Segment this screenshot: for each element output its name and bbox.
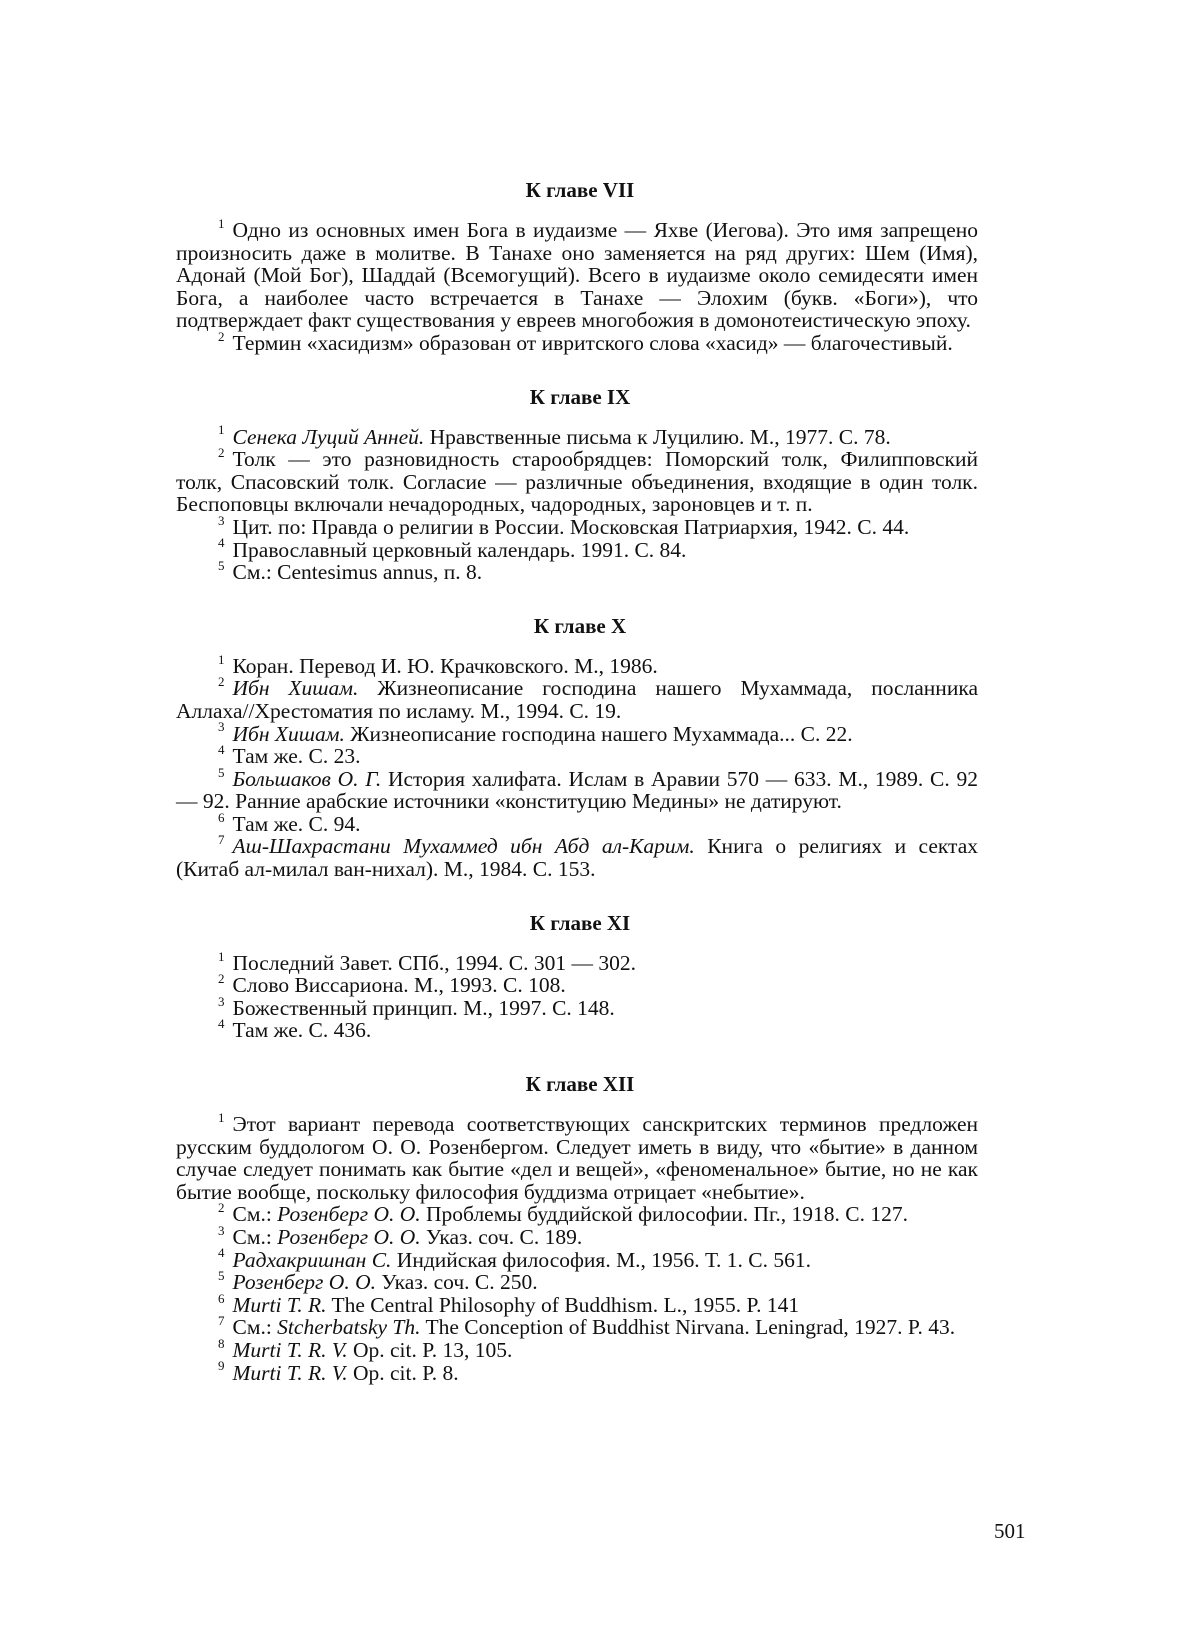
footnote-text: Жизнеописание господина нашего Мухаммада... С. 22. [344,721,853,746]
footnote-author: Murti T. R. V. [232,1360,348,1385]
footnote-author: Аш-Шахрастани Мухаммед ибн Абд ал-Карим. [232,834,695,859]
footnote [176,328,978,355]
footnote [176,422,978,449]
footnote-author: Murti T. R. [232,1292,327,1317]
footnote [176,1245,978,1272]
footnote [176,1335,978,1362]
footnote [176,1268,978,1295]
footnote-text: См.: Centesimus annus, п. 8. [232,560,483,585]
footnote-number: 1 [218,422,225,438]
footnote-number: 1 [218,1109,225,1125]
footnote [176,1222,978,1249]
footnote-number: 8 [218,1335,225,1351]
footnote-author: Ибн Хишам. [232,676,359,701]
footnote-author: Murti T. R. V. [232,1337,348,1362]
footnote-text: Последний Завет. СПб., 1994. С. 301 — 302. [232,950,636,975]
footnote-text: Индийская философия. М., 1956. Т. 1. С. 561. [391,1247,812,1272]
footnote-number: 2 [218,445,225,460]
footnote-number: 5 [218,764,225,780]
footnote-text: Там же. С. 94. [232,811,361,836]
footnote-number: 1 [218,948,225,964]
footnote [176,1313,978,1340]
footnote [176,809,978,836]
footnote-text: Там же. С. 436. [232,1018,372,1043]
footnote [176,1109,978,1204]
footnote-text: Op. cit. P. 8. [347,1360,459,1385]
footnote-author: Ибн Хишам. [232,721,345,746]
footnote-number: 2 [218,674,225,690]
footnote-number: 1 [218,651,225,667]
footnote [176,674,978,723]
footnote [176,1290,978,1317]
footnote-number: 5 [218,557,225,573]
section-heading: К главе X [533,613,627,638]
footnote [176,832,979,882]
footnote-number: 3 [218,512,225,528]
footnote-number: 6 [218,1290,225,1306]
footnote-number: 4 [218,741,225,757]
footnote-text: См.: Розенберг О. О. Проблемы буддийской философии. Пг., 1918. С. 127. [232,1202,909,1227]
footnote-number: 2 [218,328,225,344]
footnote [176,1358,978,1385]
footnote-text: Там же. С. 23. [232,744,361,769]
chapter-notes-section [176,1072,978,1384]
footnote-text: Термин «хасидизм» образован от ивритского слова «хасид» — благочестивый. [232,330,953,355]
chapter-notes-section [176,178,978,355]
footnote-text: Жизнеописание господина нашего Мухаммада, посланника Аллаха//Хрестоматия по исламу. М., 1994. С. 19. [176,676,978,723]
footnote [176,651,978,678]
page-number: 501 [994,1519,1026,1543]
footnote-author: Сенека Луций Анней. [232,424,425,449]
footnote-text: The Central Philosophy of Buddhism. L., 1955. P. 141 [326,1292,800,1317]
footnote-number: 7 [218,1313,225,1329]
footnote-author: Радхакришнан С. [232,1247,392,1272]
footnote-number: 2 [218,971,225,987]
footnote [176,215,978,333]
footnote-text: Указ. соч. С. 250. [375,1270,538,1295]
footnote [176,971,978,998]
footnote-text: Православный церковный календарь. 1991. С. 84. [232,537,687,562]
footnote-text: Одно из основных имен Бога в иудаизме — Яхве (Иегова). Это имя запрещено произносить даже в молитве. В Танахе оно заменяется на ряд других: Шем (Имя), Адонай (Мой Бог), Шаддай (Всемогущий). Всего в иудаизме около семидесяти имен Бога, а наиболее часто встречается в Танахе — Элохим (букв. «Боги»), что подтверждает факт существования у евреев многобожия в домонотеистическую эпоху. [176,218,978,333]
footnote [176,948,978,975]
footnote-number: 4 [218,1245,225,1261]
footnote [176,557,978,585]
footnote-number: 3 [218,993,225,1009]
footnote-number: 7 [218,832,225,848]
footnote-text: Op. cit. P. 13, 105. [347,1337,513,1362]
footnote-number: 3 [218,1222,225,1238]
footnote-text: Нравственные письма к Луцилию. М., 1977. С. 78. [424,424,891,449]
footnote-number: 4 [218,535,225,551]
footnote-author: Розенберг О. О. [232,1270,376,1295]
footnote-number: 2 [218,1200,225,1216]
footnote-text: Этот вариант перевода соответствующих санскритских терминов предложен русским буддологом О. О. Розенбергом. Следует иметь в виду, что «бытие» в данном случае следует понимать как бытие «дел и вещей», «феноменальное» бытие, но не как бытие вообще, поскольку философия буддизма отрицает «небытие». [176,1112,978,1204]
section-heading: К главе XII [525,1072,635,1097]
footnote-number: 4 [218,1016,225,1032]
footnote [176,719,978,746]
footnote-text: Цит. по: Правда о религии в России. Московская Патриархия, 1942. С. 44. [232,514,910,539]
chapter-notes-section [176,614,978,881]
footnote [176,445,978,517]
section-heading: К главе XI [529,910,631,935]
footnote-number: 1 [218,215,225,231]
footnote-text: История халифата. Ислам в Аравии 570 — 633. М., 1989. С. 92 — 92. Ранние арабские источники «конституцию Медины» не датируют. [176,766,979,814]
footnote [176,741,978,769]
section-heading: К главе VII [525,178,635,202]
footnote-text: Книга о религиях и сектах (Китаб ал-милал ван-нихал). М., 1984. С. 153. [176,834,979,882]
section-heading: К главе IX [529,384,631,409]
footnote [176,1016,978,1043]
footnote [176,535,978,562]
notes-container [176,178,978,1384]
footnote [176,764,979,814]
footnote [176,512,978,539]
footnote-text: См.: Розенберг О. О. Указ. соч. С. 189. [232,1225,583,1249]
footnote-author: Большаков О. Г. [232,766,382,791]
footnote-text: Коран. Перевод И. Ю. Крачковского. М., 1986. [232,653,658,678]
footnote [176,1200,978,1227]
footnote-number: 5 [218,1268,225,1284]
footnote-text: Слово Виссариона. М., 1993. С. 108. [232,973,566,998]
footnote-number: 9 [218,1358,225,1374]
chapter-notes-section [176,911,978,1042]
chapter-notes-section [176,385,978,584]
footnote-text: Божественный принцип. М., 1997. С. 148. [232,995,615,1020]
footnote-text: См.: Stcherbatsky Th. The Conception of Buddhist Nirvana. Leningrad, 1927. P. 43. [232,1315,956,1340]
footnote-text: Толк — это разновидность старообрядцев: Поморский толк, Филипповский толк, Спасовский толк. Согласие — различные объединения, входящие в один толк. Беспоповцы включали нечадородных, чадородных, зароновцев и т. п. [176,447,978,517]
footnote-number: 3 [218,719,225,735]
footnote-number: 6 [218,809,225,825]
footnote [176,993,978,1020]
